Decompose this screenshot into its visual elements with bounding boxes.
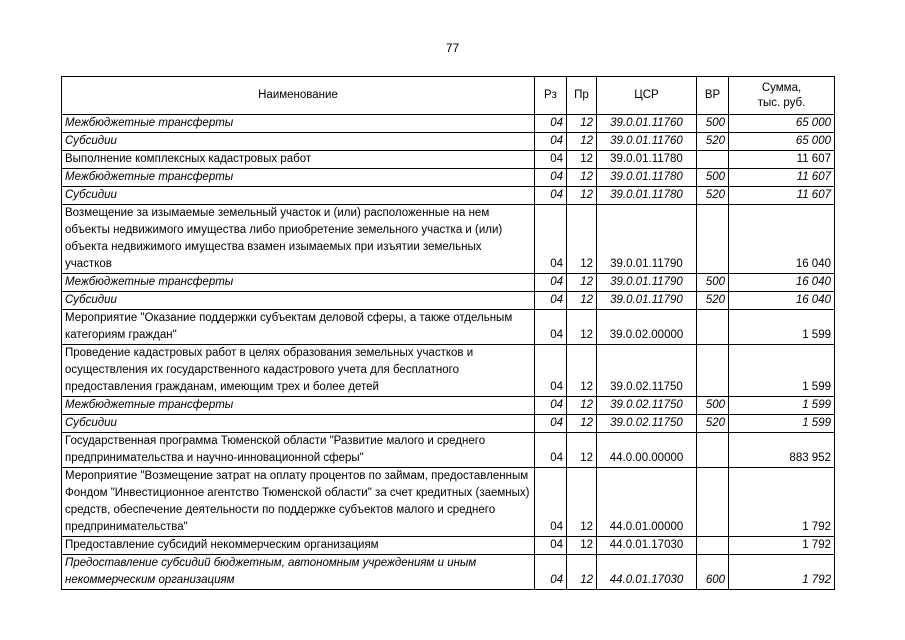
table-row: [62, 415, 835, 433]
cell-name: Межбюджетные трансферты: [62, 274, 535, 292]
cell-vr: [697, 151, 729, 169]
cell-pr: 12: [567, 274, 597, 292]
cell-sum: 65 000: [729, 133, 835, 151]
cell-sum: 11 607: [729, 187, 835, 205]
cell-rz: 04: [535, 205, 567, 274]
header-sum-line1: Сумма,: [761, 81, 802, 94]
cell-vr: 600: [697, 555, 729, 590]
cell-csr: 39.0.01.11790: [597, 292, 697, 310]
cell-vr: [697, 468, 729, 537]
cell-rz: 04: [535, 397, 567, 415]
cell-sum: 16 040: [729, 205, 835, 274]
cell-pr: 12: [567, 187, 597, 205]
cell-csr: 39.0.01.11780: [597, 169, 697, 187]
cell-rz: 04: [535, 187, 567, 205]
header-csr: ЦСР: [597, 77, 697, 115]
table-row: [62, 555, 835, 590]
table-row: [62, 537, 835, 555]
cell-pr: 12: [567, 205, 597, 274]
cell-vr: 500: [697, 274, 729, 292]
cell-name: Межбюджетные трансферты: [62, 115, 535, 133]
header-vr: ВР: [697, 77, 729, 115]
page-number: 77: [445, 41, 460, 55]
table-row: [62, 468, 835, 537]
cell-pr: 12: [567, 292, 597, 310]
cell-rz: 04: [535, 310, 567, 345]
table-row: [62, 310, 835, 345]
cell-pr: 12: [567, 555, 597, 590]
cell-rz: 04: [535, 345, 567, 397]
table-row: [62, 274, 835, 292]
cell-pr: 12: [567, 468, 597, 537]
cell-csr: 39.0.02.11750: [597, 397, 697, 415]
cell-rz: 04: [535, 468, 567, 537]
cell-rz: 04: [535, 555, 567, 590]
table-row: [62, 292, 835, 310]
table-row: [62, 433, 835, 468]
table-row: [62, 205, 835, 274]
cell-rz: 04: [535, 169, 567, 187]
cell-name: Выполнение комплексных кадастровых работ: [62, 151, 535, 169]
cell-vr: 500: [697, 397, 729, 415]
cell-name: Предоставление субсидий некоммерческим организациям: [62, 537, 535, 555]
cell-rz: 04: [535, 537, 567, 555]
header-sum-line2: тыс. руб.: [757, 96, 806, 109]
cell-vr: [697, 205, 729, 274]
cell-sum: 1 792: [729, 555, 835, 590]
cell-sum: 1 599: [729, 397, 835, 415]
cell-csr: 39.0.01.11760: [597, 115, 697, 133]
cell-pr: 12: [567, 433, 597, 468]
cell-pr: 12: [567, 310, 597, 345]
header-sum: [729, 77, 835, 115]
cell-csr: 39.0.01.11760: [597, 133, 697, 151]
cell-vr: [697, 310, 729, 345]
cell-sum: 16 040: [729, 274, 835, 292]
cell-csr: 44.0.01.17030: [597, 555, 697, 590]
cell-sum: 1 599: [729, 310, 835, 345]
cell-csr: 39.0.01.11790: [597, 274, 697, 292]
cell-sum: 11 607: [729, 151, 835, 169]
cell-sum: 1 792: [729, 468, 835, 537]
header-name: Наименование: [62, 77, 535, 115]
cell-vr: [697, 345, 729, 397]
cell-pr: 12: [567, 345, 597, 397]
cell-name: Субсидии: [62, 415, 535, 433]
cell-name: Возмещение за изымаемые земельный участок и (или) расположенные на нем объекты недвижимого имущества либо приобретение земельного участка и (или) объекта недвижимого имущества взамен изымаемых при изъятии земельных участков: [62, 205, 535, 274]
cell-csr: 39.0.01.11780: [597, 151, 697, 169]
cell-name: Мероприятие "Возмещение затрат на оплату процентов по займам, предоставленным Фондом "Инвестиционное агентство Тюменской области" за счет кредитных (заемных) средств, обеспечение деятельности по поддержке субъектов малого и среднего предпринимательства": [62, 468, 535, 537]
cell-pr: 12: [567, 537, 597, 555]
header-pr: Пр: [567, 77, 597, 115]
cell-vr: 520: [697, 187, 729, 205]
cell-pr: 12: [567, 151, 597, 169]
cell-sum: 1 599: [729, 415, 835, 433]
cell-csr: 39.0.02.11750: [597, 415, 697, 433]
cell-pr: 12: [567, 415, 597, 433]
cell-name: Межбюджетные трансферты: [62, 169, 535, 187]
cell-rz: 04: [535, 133, 567, 151]
cell-name: Предоставление субсидий бюджетным, автономным учреждениям и иным некоммерческим организациям: [62, 555, 535, 590]
cell-pr: 12: [567, 397, 597, 415]
cell-pr: 12: [567, 169, 597, 187]
table-row: [62, 397, 835, 415]
cell-csr: 44.0.00.00000: [597, 433, 697, 468]
cell-vr: 500: [697, 115, 729, 133]
cell-rz: 04: [535, 415, 567, 433]
cell-vr: 520: [697, 133, 729, 151]
table-row: [62, 133, 835, 151]
cell-name: Межбюджетные трансферты: [62, 397, 535, 415]
cell-rz: 04: [535, 115, 567, 133]
cell-sum: 16 040: [729, 292, 835, 310]
cell-csr: 39.0.01.11780: [597, 187, 697, 205]
cell-vr: 500: [697, 169, 729, 187]
table-row: [62, 115, 835, 133]
cell-pr: 12: [567, 115, 597, 133]
cell-name: Государственная программа Тюменской области "Развитие малого и среднего предпринимательства и научно-инновационной сферы": [62, 433, 535, 468]
cell-vr: [697, 537, 729, 555]
cell-sum: 1 792: [729, 537, 835, 555]
cell-sum: 65 000: [729, 115, 835, 133]
header-rz: Рз: [535, 77, 567, 115]
cell-sum: 883 952: [729, 433, 835, 468]
cell-csr: 39.0.02.00000: [597, 310, 697, 345]
table-row: [62, 187, 835, 205]
cell-csr: 39.0.01.11790: [597, 205, 697, 274]
cell-name: Субсидии: [62, 187, 535, 205]
cell-vr: 520: [697, 292, 729, 310]
table-body: [62, 115, 835, 590]
table-row: [62, 345, 835, 397]
cell-vr: [697, 433, 729, 468]
cell-sum: 11 607: [729, 169, 835, 187]
table-row: [62, 151, 835, 169]
cell-pr: 12: [567, 133, 597, 151]
cell-sum: 1 599: [729, 345, 835, 397]
cell-rz: 04: [535, 292, 567, 310]
cell-name: Субсидии: [62, 292, 535, 310]
cell-rz: 04: [535, 151, 567, 169]
table-row: [62, 169, 835, 187]
cell-name: Субсидии: [62, 133, 535, 151]
cell-name: Проведение кадастровых работ в целях образования земельных участков и осуществления их государственного кадастрового учета для бесплатного предоставления гражданам, имеющим трех и более детей: [62, 345, 535, 397]
cell-vr: 520: [697, 415, 729, 433]
cell-csr: 44.0.01.00000: [597, 468, 697, 537]
cell-rz: 04: [535, 274, 567, 292]
cell-name: Мероприятие "Оказание поддержки субъектам деловой сферы, а также отдельным категориям граждан": [62, 310, 535, 345]
cell-csr: 39.0.02.11750: [597, 345, 697, 397]
cell-csr: 44.0.01.17030: [597, 537, 697, 555]
budget-table: [61, 76, 835, 590]
cell-rz: 04: [535, 433, 567, 468]
table-header-row: [62, 77, 835, 115]
